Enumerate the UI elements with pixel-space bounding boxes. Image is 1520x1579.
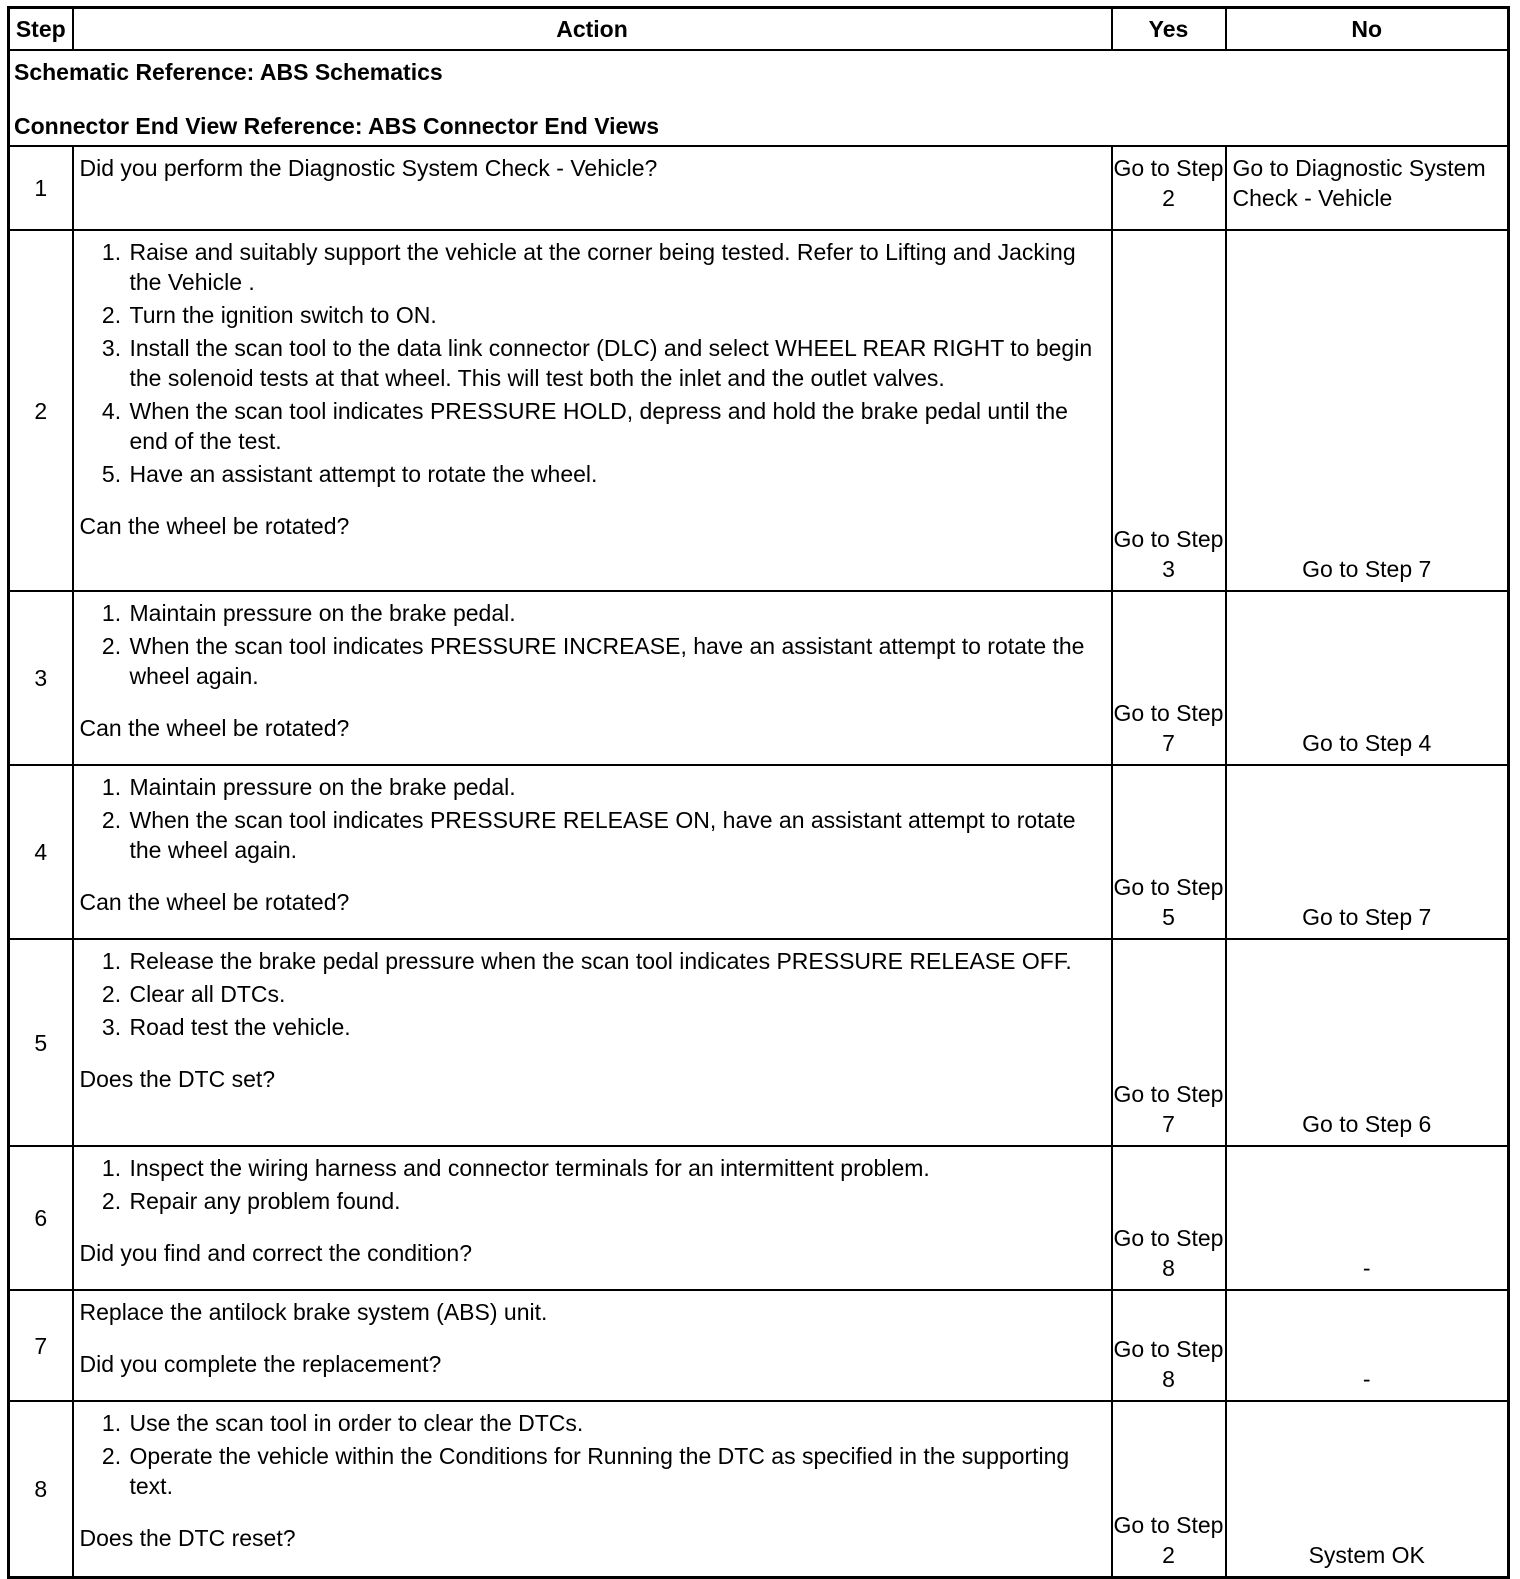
action-step: 1. Inspect the wiring harness and connector terminals for an intermittent problem. [128, 1153, 1103, 1183]
table-row [9, 1146, 1509, 1290]
table-row [9, 939, 1509, 1146]
action-question: Can the wheel be rotated? [79, 889, 350, 915]
action-question: Can the wheel be rotated? [79, 715, 350, 741]
no-cell: - [1226, 1290, 1509, 1401]
action-question: Can the wheel be rotated? [79, 513, 350, 539]
action-steps [80, 598, 1103, 691]
connector-reference: Connector End View Reference: ABS Connector End Views [14, 113, 659, 139]
action-question: Did you complete the replacement? [79, 1351, 442, 1377]
reference-row [9, 50, 1509, 146]
action-cell [73, 1290, 1112, 1401]
yes-cell: Go to Step 7 [1112, 591, 1226, 765]
step-number: 6 [9, 1146, 73, 1290]
action-step: 2. Repair any problem found. [128, 1186, 1103, 1216]
no-cell: Go to Diagnostic System Check - Vehicle [1226, 146, 1509, 230]
table-row [9, 1401, 1509, 1578]
action-step: 2. Operate the vehicle within the Conditions for Running the DTC as specified in the supporting text. [128, 1441, 1103, 1501]
table-row [9, 591, 1509, 765]
no-cell: Go to Step 6 [1226, 939, 1509, 1146]
action-step: 1. Raise and suitably support the vehicle at the corner being tested. Refer to Lifting and Jacking the Vehicle . [128, 237, 1103, 297]
action-step: 2. When the scan tool indicates PRESSURE RELEASE ON, have an assistant attempt to rotate the wheel again. [128, 805, 1103, 865]
schematic-reference: Schematic Reference: ABS Schematics [14, 59, 443, 85]
action-cell [73, 146, 1112, 230]
action-cell [73, 1401, 1112, 1578]
action-step: 2. When the scan tool indicates PRESSURE INCREASE, have an assistant attempt to rotate the wheel again. [128, 631, 1103, 691]
action-step: 3. Install the scan tool to the data link connector (DLC) and select WHEEL REAR RIGHT to begin the solenoid tests at that wheel. This will test both the inlet and the outlet valves. [128, 333, 1103, 393]
no-cell: - [1226, 1146, 1509, 1290]
action-step: 3. Road test the vehicle. [128, 1012, 1103, 1042]
header-yes: Yes [1112, 8, 1226, 51]
action-cell [73, 591, 1112, 765]
action-cell [73, 765, 1112, 939]
table-row [9, 765, 1509, 939]
action-steps [80, 946, 1103, 1042]
step-number: 7 [9, 1290, 73, 1401]
action-question: Did you find and correct the condition? [79, 1240, 473, 1266]
action-question: Does the DTC set? [79, 1066, 276, 1092]
action-step: 1. Maintain pressure on the brake pedal. [128, 598, 1103, 628]
step-number: 2 [9, 230, 73, 591]
no-cell: Go to Step 4 [1226, 591, 1509, 765]
header-step: Step [9, 8, 73, 51]
action-step: 2. Clear all DTCs. [128, 979, 1103, 1009]
step-number: 3 [9, 591, 73, 765]
action-steps [80, 237, 1103, 489]
action-cell [73, 1146, 1112, 1290]
no-cell: Go to Step 7 [1226, 765, 1509, 939]
no-cell: System OK [1226, 1401, 1509, 1578]
yes-cell: Go to Step 3 [1112, 230, 1226, 591]
yes-cell: Go to Step 8 [1112, 1146, 1226, 1290]
action-step: 1. Maintain pressure on the brake pedal. [128, 772, 1103, 802]
header-row [9, 8, 1509, 51]
action-step: 4. When the scan tool indicates PRESSURE HOLD, depress and hold the brake pedal until the end of the test. [128, 396, 1103, 456]
yes-cell: Go to Step 8 [1112, 1290, 1226, 1401]
action-steps [80, 1153, 1103, 1216]
yes-cell: Go to Step 5 [1112, 765, 1226, 939]
yes-cell: Go to Step 2 [1112, 1401, 1226, 1578]
yes-cell: Go to Step 7 [1112, 939, 1226, 1146]
action-text: Replace the antilock brake system (ABS) unit. [79, 1299, 548, 1325]
reference-cell [9, 50, 1509, 146]
action-step: 1. Release the brake pedal pressure when the scan tool indicates PRESSURE RELEASE OFF. [128, 946, 1103, 976]
table-row [9, 146, 1509, 230]
step-number: 5 [9, 939, 73, 1146]
action-steps [80, 1408, 1103, 1501]
action-step: 5. Have an assistant attempt to rotate the wheel. [128, 459, 1103, 489]
step-number: 4 [9, 765, 73, 939]
action-text: Did you perform the Diagnostic System Check - Vehicle? [79, 155, 658, 181]
action-step: 2. Turn the ignition switch to ON. [128, 300, 1103, 330]
table-row [9, 230, 1509, 591]
action-step: 1. Use the scan tool in order to clear the DTCs. [128, 1408, 1103, 1438]
header-action: Action [73, 8, 1112, 51]
step-number: 8 [9, 1401, 73, 1578]
diagnostic-table [7, 6, 1510, 1579]
action-question: Does the DTC reset? [79, 1525, 296, 1551]
yes-cell: Go to Step 2 [1112, 146, 1226, 230]
step-number: 1 [9, 146, 73, 230]
action-steps [80, 772, 1103, 865]
header-no: No [1226, 8, 1509, 51]
table-row [9, 1290, 1509, 1401]
no-cell: Go to Step 7 [1226, 230, 1509, 591]
action-cell [73, 230, 1112, 591]
action-cell [73, 939, 1112, 1146]
